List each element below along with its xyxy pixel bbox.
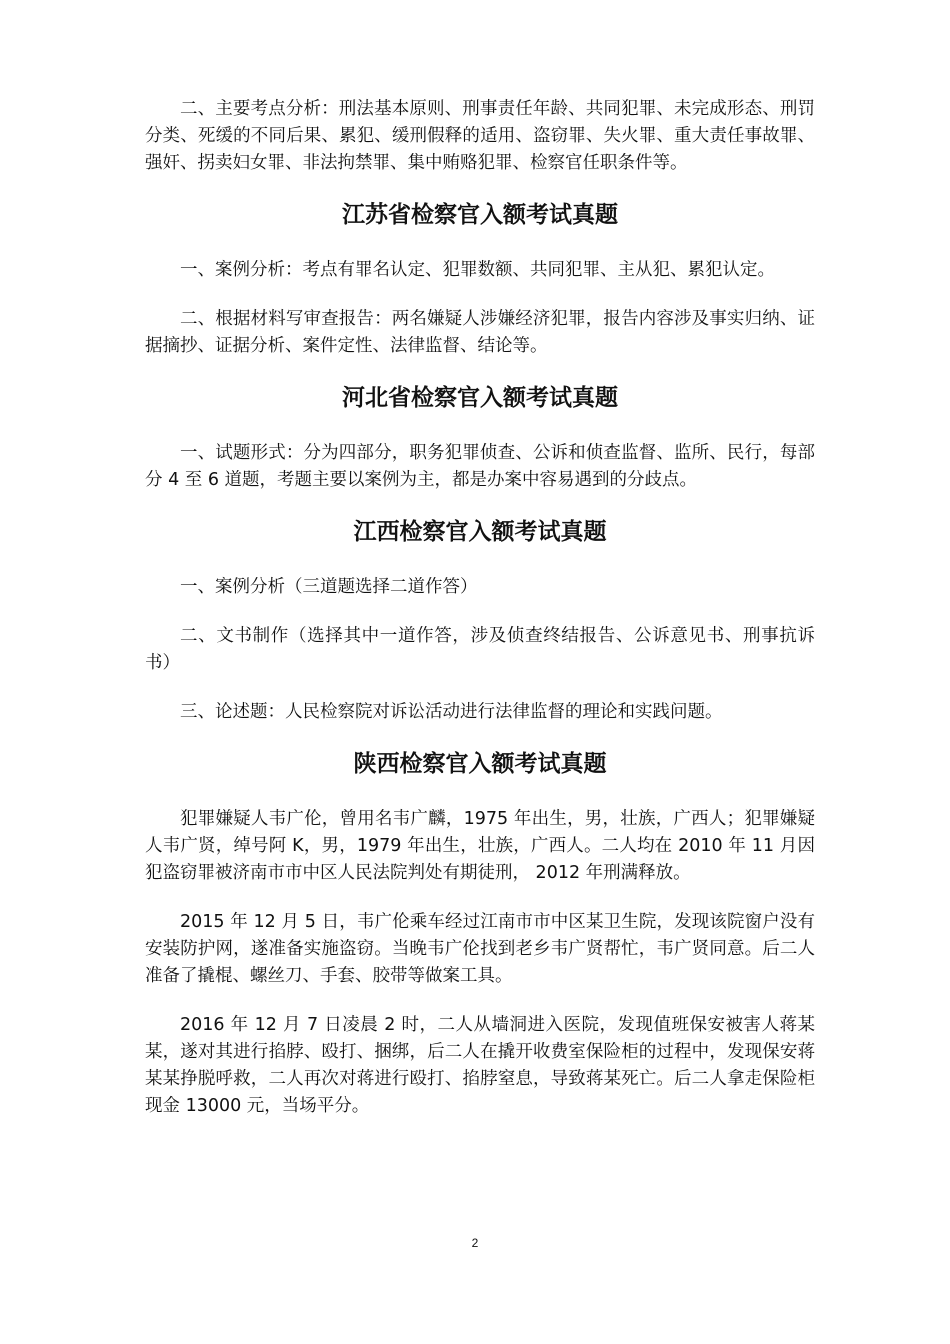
- document-page: [145, 96, 815, 1120]
- paragraph-main-points: 二、主要考点分析：刑法基本原则、刑事责任年龄、共同犯罪、未完成形态、刑罚分类、死缓的不同后果、累犯、缓刑假释的适用、盗窃罪、失火罪、重大责任事故罪、强奸、拐卖妇女罪、非法拘禁罪、集中贿赂犯罪、检察官任职条件等。: [145, 99, 815, 173]
- heading-hebei: 河北省检察官入额考试真题: [342, 385, 618, 411]
- page-number: 2: [471, 1236, 479, 1250]
- heading-shaanxi: 陕西检察官入额考试真题: [353, 751, 607, 777]
- paragraph-jiangsu-2: 二、根据材料写审查报告：两名嫌疑人涉嫌经济犯罪，报告内容涉及事实归纳、证据摘抄、证据分析、案件定性、法律监督、结论等。: [145, 309, 815, 356]
- heading-jiangxi: 江西检察官入额考试真题: [353, 519, 607, 545]
- paragraph-shaanxi-1: 犯罪嫌疑人韦广伦，曾用名韦广麟，1975 年出生，男，壮族，广西人；犯罪嫌疑人韦广贤，绰号阿 K，男，1979 年出生，壮族，广西人。二人均在 2010 年 11 月因犯盗窃罪被济南市市中区人民法院判处有期徒刑， 2012 年刑满释放。: [145, 809, 815, 883]
- paragraph-shaanxi-3: 2016 年 12 月 7 日凌晨 2 时，二人从墙洞进入医院，发现值班保安被害人蒋某某，遂对其进行掐脖、殴打、捆绑，后二人在撬开收费室保险柜的过程中，发现保安蒋某某挣脱呼救，二人再次对蒋进行殴打、掐脖窒息，导致蒋某死亡。后二人拿走保险柜现金 13000 元，当场平分。: [145, 1015, 815, 1116]
- paragraph-hebei-1: 一、试题形式：分为四部分，职务犯罪侦查、公诉和侦查监督、监所、民行，每部分 4 至 6 道题，考题主要以案例为主，都是办案中容易遇到的分歧点。: [145, 443, 815, 490]
- heading-jiangsu: 江苏省检察官入额考试真题: [342, 202, 618, 228]
- paragraph-jiangsu-1: 一、案例分析：考点有罪名认定、犯罪数额、共同犯罪、主从犯、累犯认定。: [180, 260, 775, 280]
- paragraph-jiangxi-2: 二、文书制作（选择其中一道作答，涉及侦查终结报告、公诉意见书、刑事抗诉书）: [145, 626, 815, 673]
- paragraph-jiangxi-3: 三、论述题：人民检察院对诉讼活动进行法律监督的理论和实践问题。: [180, 702, 723, 722]
- paragraph-shaanxi-2: 2015 年 12 月 5 日，韦广伦乘车经过江南市市中区某卫生院，发现该院窗户没有安装防护网，遂准备实施盗窃。当晚韦广伦找到老乡韦广贤帮忙，韦广贤同意。后二人准备了撬棍、螺丝刀、手套、胶带等做案工具。: [145, 912, 815, 986]
- paragraph-jiangxi-1: 一、案例分析（三道题选择二道作答）: [180, 577, 478, 597]
